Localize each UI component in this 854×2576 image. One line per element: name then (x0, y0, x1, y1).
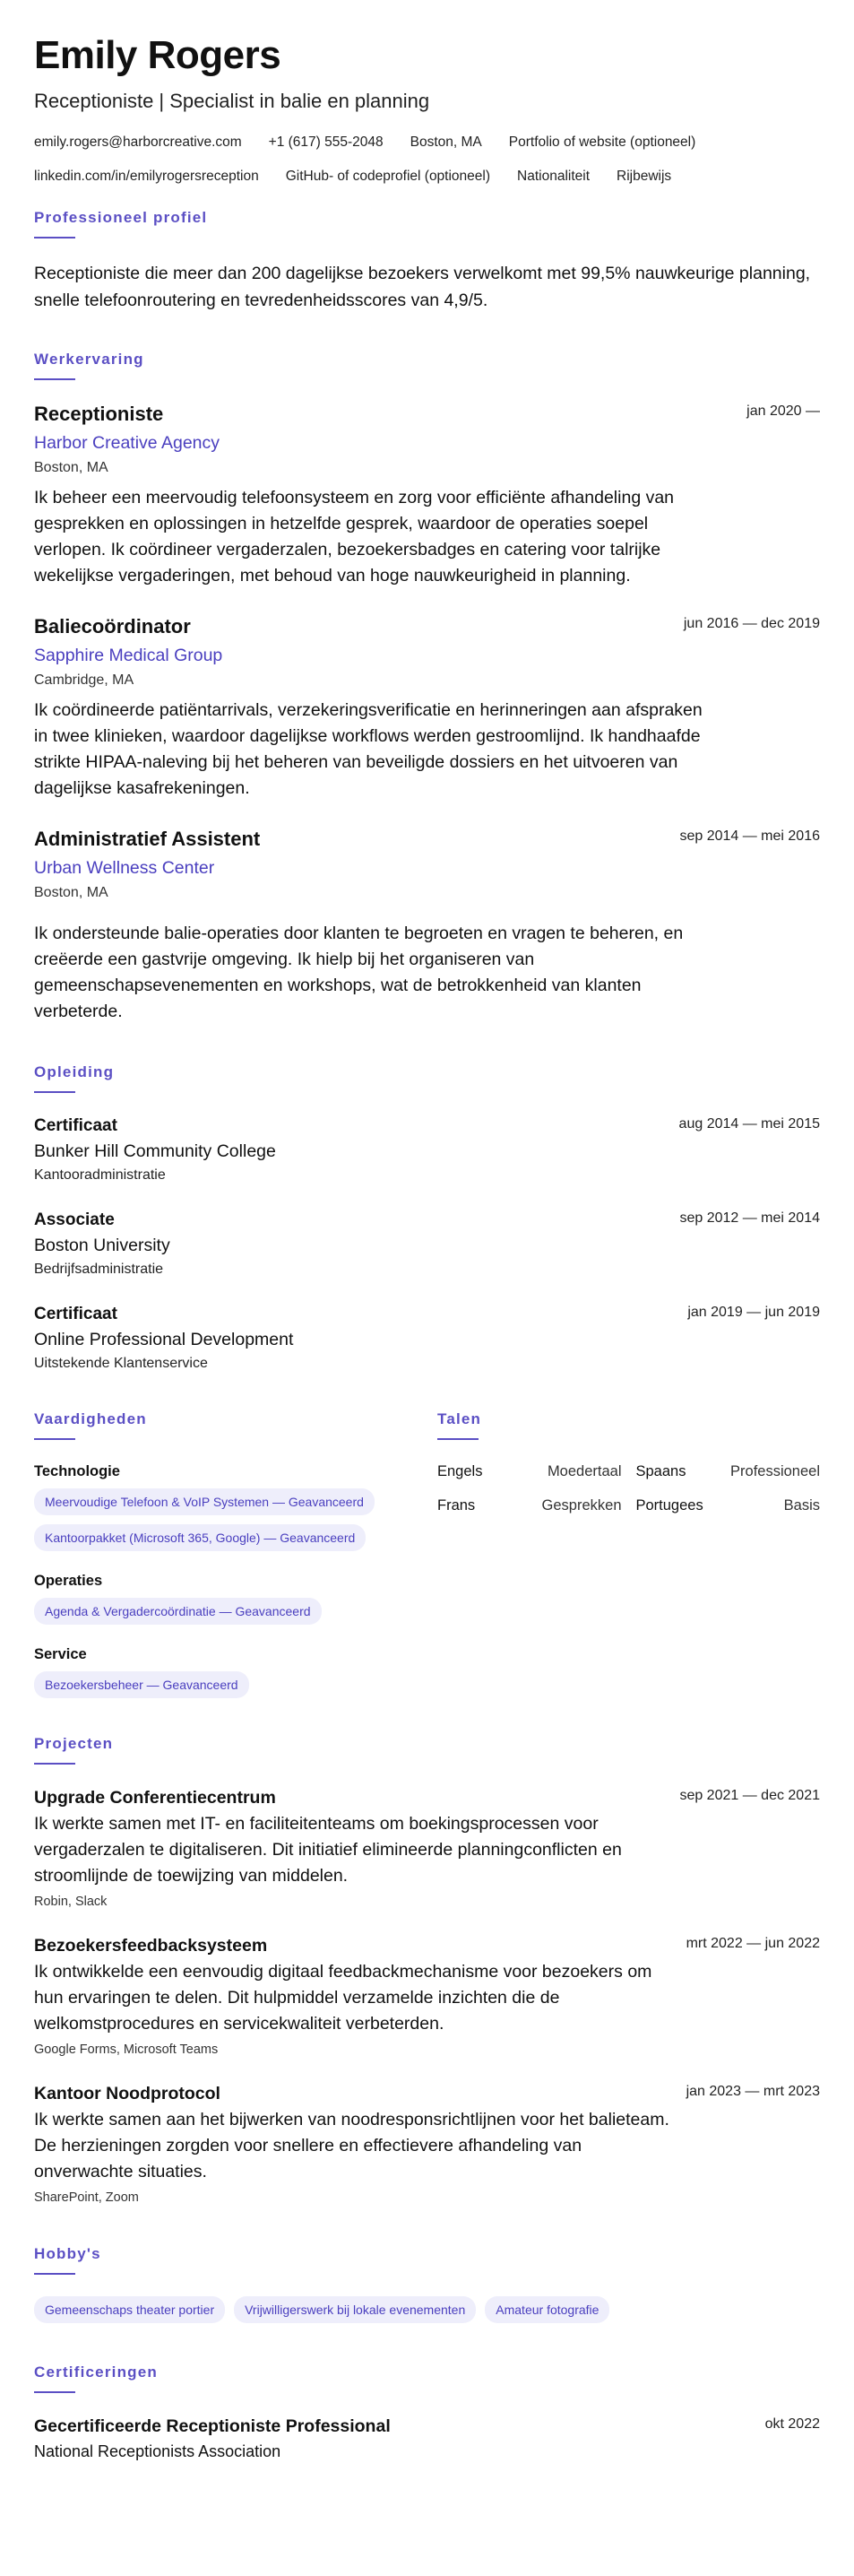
contact-email[interactable]: emily.rogers@harborcreative.com (34, 134, 242, 150)
project-tech: SharePoint, Zoom (34, 2190, 139, 2205)
certification-date: okt 2022 (764, 2416, 820, 2432)
hobby-tag: Vrijwilligerswerk bij lokale evenementen (234, 2296, 476, 2323)
education-degree: Certificaat (34, 1305, 117, 1323)
experience-company: Urban Wellness Center (34, 858, 215, 878)
experience-location: Boston, MA (34, 460, 108, 475)
contact-info (34, 133, 820, 186)
education-field: Uitstekende Klantenservice (34, 1356, 208, 1371)
section-divider (34, 1763, 75, 1765)
education-dates: aug 2014 — mei 2015 (678, 1116, 820, 1132)
experience-role: Administratief Assistent (34, 828, 261, 850)
section-divider (34, 237, 75, 239)
experience-company: Sapphire Medical Group (34, 646, 223, 665)
contact-linkedin[interactable]: linkedin.com/in/emilyrogersreception (34, 169, 259, 184)
certification-entry (34, 2415, 820, 2463)
certifications-section (34, 2363, 820, 2463)
certification-name: Gecertificeerde Receptioniste Professional (34, 2416, 391, 2436)
experience-location: Boston, MA (34, 885, 108, 900)
language-name: Spaans (635, 1463, 686, 1479)
language-item (437, 1496, 622, 1515)
contact-nationality: Nationaliteit (517, 169, 591, 184)
skill-tags (34, 1598, 401, 1625)
language-level: Basis (783, 1497, 820, 1514)
section-divider (34, 378, 75, 380)
education-entry (34, 1209, 820, 1279)
headline: Receptioniste | Specialist in balie en planning (34, 90, 430, 112)
section-divider (34, 2391, 75, 2393)
skill-group-title: Operaties (34, 1573, 103, 1589)
certification-issuer: National Receptionists Association (34, 2442, 281, 2460)
experience-description: Ik beheer een meervoudig telefoonsysteem en zorg voor efficiënte afhandeling van gesprekken en oplossingen in hetzelfde gesprek, waardoor de operaties soepel verlopen. Ik coördineer vergaderzalen, bezoekersbadges en catering voor talrijke wekelijkse vergaderingen, met behoud van hoge nauwkeurigheid in planning. (34, 488, 675, 585)
profile-section (34, 208, 820, 314)
education-entry (34, 1303, 820, 1374)
section-title-education: Opleiding (34, 1063, 115, 1080)
language-level: Professioneel (730, 1463, 820, 1479)
skill-tag: Agenda & Vergadercoördinatie — Geavanceerd (34, 1598, 322, 1625)
skill-tags (34, 1671, 401, 1698)
project-description: Ik ontwikkelde een eenvoudig digitaal feedbackmechanisme voor bezoekers om hun ervaringen te delen. Dit hulpmiddel verzamelde inzichten die de welkomstprocedures en servicekwaliteit verbeterden. (34, 1962, 652, 2034)
section-title-experience: Werkervaring (34, 351, 144, 368)
experience-company: Harbor Creative Agency (34, 433, 220, 453)
language-level: Gesprekken (541, 1497, 622, 1514)
project-entry (34, 1786, 820, 1911)
language-level: Moedertaal (547, 1463, 622, 1479)
experience-entry (34, 827, 820, 1025)
skills-languages-section (34, 1409, 820, 1698)
experience-role: Receptioniste (34, 403, 164, 425)
language-list (437, 1461, 820, 1515)
contact-row-1 (34, 133, 820, 152)
profile-summary: Receptioniste die meer dan 200 dagelijkse bezoekers verwelkomt met 99,5% nauwkeurige planning, snelle telefoonroutering en tevredenheidsscores van 4,9/5. (34, 264, 811, 310)
experience-dates: jun 2016 — dec 2019 (683, 616, 820, 631)
language-name: Portugees (635, 1497, 703, 1514)
hobby-tag: Gemeenschaps theater portier (34, 2296, 225, 2323)
experience-dates: sep 2014 — mei 2016 (679, 828, 820, 844)
skill-group (34, 1461, 401, 1551)
language-item (636, 1461, 821, 1481)
education-section (34, 1062, 820, 1374)
project-dates: mrt 2022 — jun 2022 (686, 1936, 820, 1951)
skill-tag: Meervoudige Telefoon & VoIP Systemen — Geavanceerd (34, 1488, 375, 1515)
skill-group-title: Technologie (34, 1463, 120, 1479)
project-tech: Google Forms, Microsoft Teams (34, 2043, 219, 2057)
section-divider (34, 1091, 75, 1093)
section-title-certifications: Certificeringen (34, 2364, 158, 2381)
education-degree: Associate (34, 1210, 115, 1229)
experience-description: Ik coördineerde patiëntarrivals, verzekeringsverificatie en herinneringen aan afspraken in twee klinieken, waardoor dagelijkse workflows werden gestroomlijnd. Ik handhaafde strikte HIPAA-naleving bij het beheren van beveiligde dossiers en het uitvoeren van dagelijkse kasafrekeningen. (34, 700, 703, 798)
section-title-languages: Talen (437, 1410, 482, 1427)
experience-entry (34, 614, 820, 802)
skill-group (34, 1644, 401, 1698)
hobby-tag: Amateur fotografie (485, 2296, 609, 2323)
candidate-name: Emily Rogers (34, 33, 281, 77)
project-description: Ik werkte samen met IT- en faciliteitenteams om boekingsprocessen voor vergaderzalen te digitaliseren. Dit initiatief elimineerde planningconflicten en stroomlijnde de toewijzing van middelen. (34, 1814, 622, 1886)
projects-section (34, 1734, 820, 2207)
section-divider (437, 1438, 479, 1440)
project-name: Kantoor Noodprotocol (34, 2084, 220, 2103)
experience-entry (34, 402, 820, 589)
experience-dates: jan 2020 — (746, 403, 820, 419)
section-title-projects: Projecten (34, 1735, 114, 1752)
experience-role: Baliecoördinator (34, 615, 191, 637)
section-title-skills: Vaardigheden (34, 1410, 147, 1427)
section-title-hobbies: Hobby's (34, 2245, 101, 2262)
section-title-profile: Professioneel profiel (34, 209, 208, 226)
resume-header (34, 34, 820, 186)
section-divider (34, 1438, 75, 1440)
language-item (437, 1461, 622, 1481)
education-school: Boston University (34, 1236, 170, 1255)
experience-section (34, 350, 820, 1025)
project-tech: Robin, Slack (34, 1895, 108, 1909)
experience-location: Cambridge, MA (34, 672, 134, 688)
hobby-tags (34, 2296, 820, 2323)
skill-tag: Kantoorpakket (Microsoft 365, Google) — Geavanceerd (34, 1524, 366, 1551)
language-name: Frans (437, 1497, 476, 1514)
contact-drivers-license: Rijbewijs (617, 169, 672, 184)
experience-description: Ik ondersteunde balie-operaties door klanten te begroeten en vragen te beheren, en creëerde een gastvrije omgeving. Ik hielp bij het organiseren van gemeenschapsevenementen en workshops, wat de betrokkenheid van klanten verbeterde. (34, 924, 684, 1021)
education-school: Online Professional Development (34, 1330, 294, 1349)
skill-tags (34, 1488, 401, 1551)
education-entry (34, 1115, 820, 1185)
section-divider (34, 2273, 75, 2275)
project-name: Upgrade Conferentiecentrum (34, 1788, 276, 1808)
project-description: Ik werkte samen aan het bijwerken van noodresponsrichtlijnen voor het balieteam. De herzieningen zorgden voor snellere en effectievere afhandeling van onverwachte situaties. (34, 2110, 669, 2181)
skill-group-title: Service (34, 1646, 87, 1662)
contact-phone[interactable]: +1 (617) 555-2048 (268, 134, 384, 150)
education-field: Bedrijfsadministratie (34, 1262, 164, 1277)
contact-row-2 (34, 167, 820, 186)
education-school: Bunker Hill Community College (34, 1141, 276, 1161)
project-dates: jan 2023 — mrt 2023 (686, 2084, 820, 2099)
education-dates: jan 2019 — jun 2019 (687, 1305, 820, 1320)
education-degree: Certificaat (34, 1116, 117, 1135)
language-name: Engels (437, 1463, 483, 1479)
education-field: Kantooradministratie (34, 1167, 166, 1183)
project-name: Bezoekersfeedbacksysteem (34, 1936, 268, 1956)
project-dates: sep 2021 — dec 2021 (679, 1788, 820, 1803)
education-dates: sep 2012 — mei 2014 (679, 1210, 820, 1226)
project-entry (34, 2082, 820, 2207)
hobbies-section (34, 2244, 820, 2323)
contact-github[interactable]: GitHub- of codeprofiel (optioneel) (285, 169, 491, 184)
skills-column (34, 1409, 401, 1698)
skill-tag: Bezoekersbeheer — Geavanceerd (34, 1671, 249, 1698)
project-entry (34, 1934, 820, 2059)
languages-column (437, 1409, 820, 1698)
skill-group (34, 1571, 401, 1625)
contact-portfolio[interactable]: Portfolio of website (optioneel) (508, 134, 696, 150)
language-item (636, 1496, 821, 1515)
contact-location: Boston, MA (410, 134, 482, 150)
